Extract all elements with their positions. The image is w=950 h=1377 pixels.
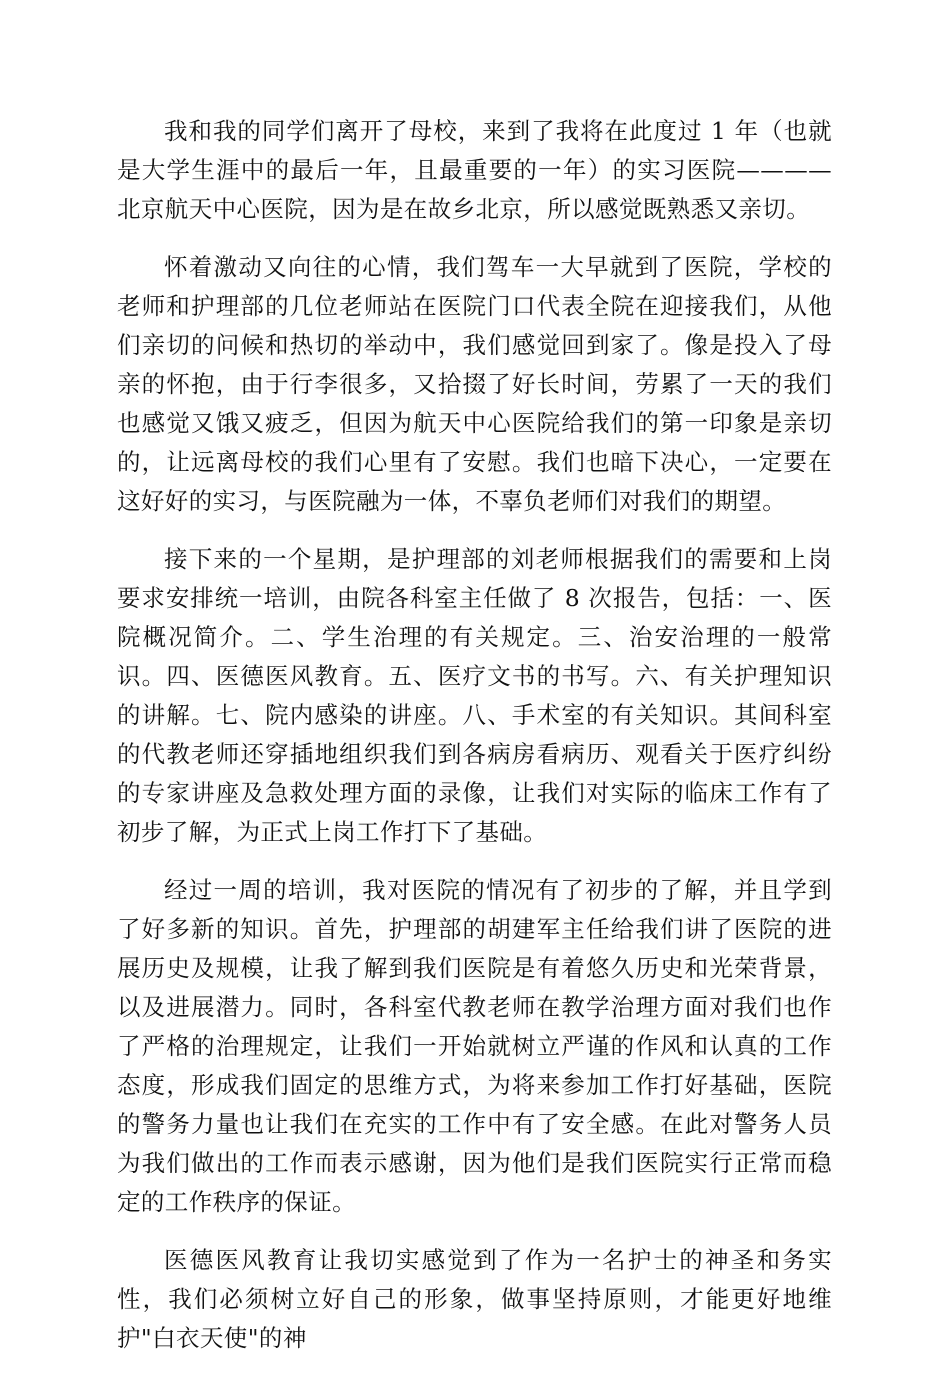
- paragraph-2: 怀着激动又向往的心情，我们驾车一大早就到了医院，学校的老师和护理部的几位老师站在医院门口代表全院在迎接我们，从他们亲切的问候和热切的举动中，我们感觉回到家了。像是投入了母亲的怀抱，由于行李很多，又拾掇了好长时间，劳累了一天的我们也感觉又饿又疲乏，但因为航天中心医院给我们的第一印象是亲切的，让远离母校的我们心里有了安慰。我们也暗下决心，一定要在这好好的实习，与医院融为一体，不辜负老师们对我们的期望。: [117, 253, 832, 515]
- paragraph-3: 接下来的一个星期，是护理部的刘老师根据我们的需要和上岗要求安排统一培训，由院各科室主任做了 8 次报告，包括：一、医院概况简介。二、学生治理的有关规定。三、治安治理的一般常识。四、医德医风教育。五、医疗文书的书写。六、有关护理知识的讲解。七、院内感染的讲座。八、手术室的有关知识。其间科室的代教老师还穿插地组织我们到各病房看病历、观看关于医疗纠纷的专家讲座及急救处理方面的录像，让我们对实际的临床工作有了初步了解，为正式上岗工作打下了基础。: [117, 545, 832, 846]
- paragraph-5: 医德医风教育让我切实感觉到了作为一名护士的神圣和务实性，我们必须树立好自己的形象，做事坚持原则，才能更好地维护"白衣天使"的神: [117, 1246, 832, 1352]
- paragraph-1: 我和我的同学们离开了母校，来到了我将在此度过 1 年（也就是大学生涯中的最后一年，且最重要的一年）的实习医院————北京航天中心医院，因为是在故乡北京，所以感觉既熟悉又亲切。: [117, 117, 832, 223]
- document-body: [117, 112, 832, 1377]
- paragraph-4: 经过一周的培训，我对医院的情况有了初步的了解，并且学到了好多新的知识。首先，护理部的胡建军主任给我们讲了医院的进展历史及规模，让我了解到我们医院是有着悠久历史和光荣背景，以及进展潜力。同时，各科室代教老师在教学治理方面对我们也作了严格的治理规定，让我们一开始就树立严谨的作风和认真的工作态度，形成我们固定的思维方式，为将来参加工作打好基础，医院的警务力量也让我们在充实的工作中有了安全感。在此对警务人员为我们做出的工作而表示感谢，因为他们是我们医院实行正常而稳定的工作秩序的保证。: [117, 876, 832, 1216]
